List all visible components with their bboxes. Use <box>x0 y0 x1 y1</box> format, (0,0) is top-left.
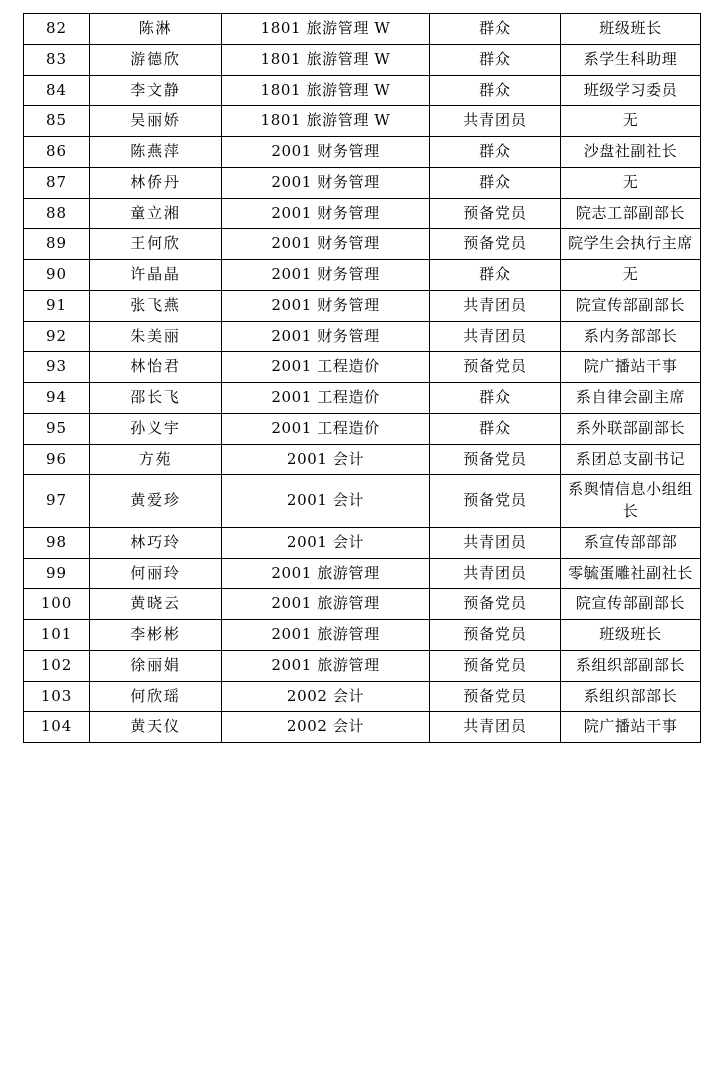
cell-class: 1801 旅游管理 W <box>222 106 430 137</box>
cell-position: 院学生会执行主席 <box>561 229 701 260</box>
cell-name: 王何欣 <box>90 229 222 260</box>
table-row <box>24 75 701 106</box>
cell-political-status: 预备党员 <box>430 475 561 528</box>
cell-name: 朱美丽 <box>90 321 222 352</box>
cell-position: 院广播站干事 <box>561 712 701 743</box>
cell-class: 2001 工程造价 <box>222 352 430 383</box>
cell-political-status: 预备党员 <box>430 352 561 383</box>
cell-name: 游德欣 <box>90 44 222 75</box>
cell-name: 邵长飞 <box>90 383 222 414</box>
cell-position: 院宣传部副部长 <box>561 589 701 620</box>
cell-sequence-number: 98 <box>24 527 90 558</box>
cell-sequence-number: 93 <box>24 352 90 383</box>
cell-political-status: 预备党员 <box>430 650 561 681</box>
table-row <box>24 620 701 651</box>
cell-sequence-number: 92 <box>24 321 90 352</box>
cell-political-status: 群众 <box>430 383 561 414</box>
cell-sequence-number: 104 <box>24 712 90 743</box>
cell-class: 2001 财务管理 <box>222 260 430 291</box>
cell-political-status: 共青团员 <box>430 321 561 352</box>
cell-name: 李文静 <box>90 75 222 106</box>
cell-class: 2002 会计 <box>222 712 430 743</box>
table-row <box>24 229 701 260</box>
table-row <box>24 558 701 589</box>
cell-class: 2001 旅游管理 <box>222 620 430 651</box>
cell-political-status: 预备党员 <box>430 444 561 475</box>
cell-name: 林侨丹 <box>90 167 222 198</box>
cell-position: 班级学习委员 <box>561 75 701 106</box>
cell-political-status: 预备党员 <box>430 589 561 620</box>
cell-class: 1801 旅游管理 W <box>222 44 430 75</box>
cell-political-status: 群众 <box>430 75 561 106</box>
cell-name: 李彬彬 <box>90 620 222 651</box>
cell-political-status: 共青团员 <box>430 527 561 558</box>
cell-sequence-number: 100 <box>24 589 90 620</box>
cell-political-status: 预备党员 <box>430 198 561 229</box>
cell-name: 张飞燕 <box>90 290 222 321</box>
cell-position: 系团总支副书记 <box>561 444 701 475</box>
table-row <box>24 198 701 229</box>
cell-class: 2001 会计 <box>222 444 430 475</box>
table-row <box>24 527 701 558</box>
cell-position: 无 <box>561 260 701 291</box>
cell-sequence-number: 96 <box>24 444 90 475</box>
cell-name: 徐丽娟 <box>90 650 222 681</box>
roster-table-body <box>24 14 701 743</box>
cell-sequence-number: 95 <box>24 413 90 444</box>
cell-class: 2001 财务管理 <box>222 229 430 260</box>
cell-class: 2001 会计 <box>222 475 430 528</box>
table-row <box>24 352 701 383</box>
table-row <box>24 712 701 743</box>
cell-position: 系自律会副主席 <box>561 383 701 414</box>
cell-sequence-number: 89 <box>24 229 90 260</box>
cell-sequence-number: 97 <box>24 475 90 528</box>
cell-position: 零毓蛋雕社副社长 <box>561 558 701 589</box>
cell-sequence-number: 83 <box>24 44 90 75</box>
table-row <box>24 681 701 712</box>
cell-name: 林巧玲 <box>90 527 222 558</box>
cell-name: 黄天仪 <box>90 712 222 743</box>
cell-political-status: 群众 <box>430 44 561 75</box>
table-row <box>24 106 701 137</box>
cell-position: 无 <box>561 106 701 137</box>
cell-class: 1801 旅游管理 W <box>222 75 430 106</box>
cell-sequence-number: 88 <box>24 198 90 229</box>
cell-name: 黄晓云 <box>90 589 222 620</box>
cell-name: 吴丽娇 <box>90 106 222 137</box>
cell-political-status: 预备党员 <box>430 229 561 260</box>
table-row <box>24 383 701 414</box>
cell-political-status: 预备党员 <box>430 681 561 712</box>
roster-table <box>23 13 701 743</box>
cell-class: 2001 财务管理 <box>222 198 430 229</box>
cell-position: 院宣传部副部长 <box>561 290 701 321</box>
cell-name: 陈淋 <box>90 14 222 45</box>
table-row <box>24 167 701 198</box>
table-row <box>24 260 701 291</box>
cell-position: 系宣传部部部 <box>561 527 701 558</box>
cell-sequence-number: 101 <box>24 620 90 651</box>
cell-position: 沙盘社副社长 <box>561 137 701 168</box>
cell-class: 2001 工程造价 <box>222 413 430 444</box>
cell-political-status: 共青团员 <box>430 290 561 321</box>
cell-position: 系内务部部长 <box>561 321 701 352</box>
table-row <box>24 44 701 75</box>
cell-class: 2001 旅游管理 <box>222 558 430 589</box>
cell-class: 2001 旅游管理 <box>222 589 430 620</box>
cell-sequence-number: 86 <box>24 137 90 168</box>
cell-political-status: 共青团员 <box>430 558 561 589</box>
cell-name: 童立湘 <box>90 198 222 229</box>
cell-class: 1801 旅游管理 W <box>222 14 430 45</box>
table-row <box>24 137 701 168</box>
cell-class: 2001 财务管理 <box>222 321 430 352</box>
cell-sequence-number: 99 <box>24 558 90 589</box>
cell-position: 班级班长 <box>561 14 701 45</box>
table-row <box>24 475 701 528</box>
cell-political-status: 预备党员 <box>430 620 561 651</box>
cell-name: 何丽玲 <box>90 558 222 589</box>
table-row <box>24 413 701 444</box>
cell-position: 班级班长 <box>561 620 701 651</box>
cell-position: 系组织部副部长 <box>561 650 701 681</box>
cell-name: 何欣瑶 <box>90 681 222 712</box>
table-row <box>24 321 701 352</box>
cell-sequence-number: 87 <box>24 167 90 198</box>
cell-position: 系舆情信息小组组长 <box>561 475 701 528</box>
cell-political-status: 共青团员 <box>430 712 561 743</box>
table-row <box>24 589 701 620</box>
cell-sequence-number: 103 <box>24 681 90 712</box>
cell-sequence-number: 91 <box>24 290 90 321</box>
table-row <box>24 290 701 321</box>
table-row <box>24 650 701 681</box>
cell-class: 2001 工程造价 <box>222 383 430 414</box>
table-row <box>24 444 701 475</box>
cell-position: 系组织部部长 <box>561 681 701 712</box>
cell-class: 2002 会计 <box>222 681 430 712</box>
cell-name: 许晶晶 <box>90 260 222 291</box>
cell-sequence-number: 85 <box>24 106 90 137</box>
cell-political-status: 群众 <box>430 413 561 444</box>
cell-name: 黄爱珍 <box>90 475 222 528</box>
cell-class: 2001 财务管理 <box>222 290 430 321</box>
cell-position: 院广播站干事 <box>561 352 701 383</box>
cell-name: 陈燕萍 <box>90 137 222 168</box>
cell-political-status: 群众 <box>430 260 561 291</box>
cell-political-status: 共青团员 <box>430 106 561 137</box>
cell-class: 2001 旅游管理 <box>222 650 430 681</box>
cell-position: 系学生科助理 <box>561 44 701 75</box>
cell-political-status: 群众 <box>430 14 561 45</box>
cell-name: 林怡君 <box>90 352 222 383</box>
cell-class: 2001 财务管理 <box>222 137 430 168</box>
cell-position: 院志工部副部长 <box>561 198 701 229</box>
cell-sequence-number: 94 <box>24 383 90 414</box>
cell-name: 方苑 <box>90 444 222 475</box>
cell-sequence-number: 90 <box>24 260 90 291</box>
cell-class: 2001 财务管理 <box>222 167 430 198</box>
cell-sequence-number: 102 <box>24 650 90 681</box>
cell-political-status: 群众 <box>430 167 561 198</box>
cell-position: 无 <box>561 167 701 198</box>
table-row <box>24 14 701 45</box>
cell-class: 2001 会计 <box>222 527 430 558</box>
cell-position: 系外联部副部长 <box>561 413 701 444</box>
cell-political-status: 群众 <box>430 137 561 168</box>
cell-name: 孙义宇 <box>90 413 222 444</box>
cell-sequence-number: 84 <box>24 75 90 106</box>
cell-sequence-number: 82 <box>24 14 90 45</box>
